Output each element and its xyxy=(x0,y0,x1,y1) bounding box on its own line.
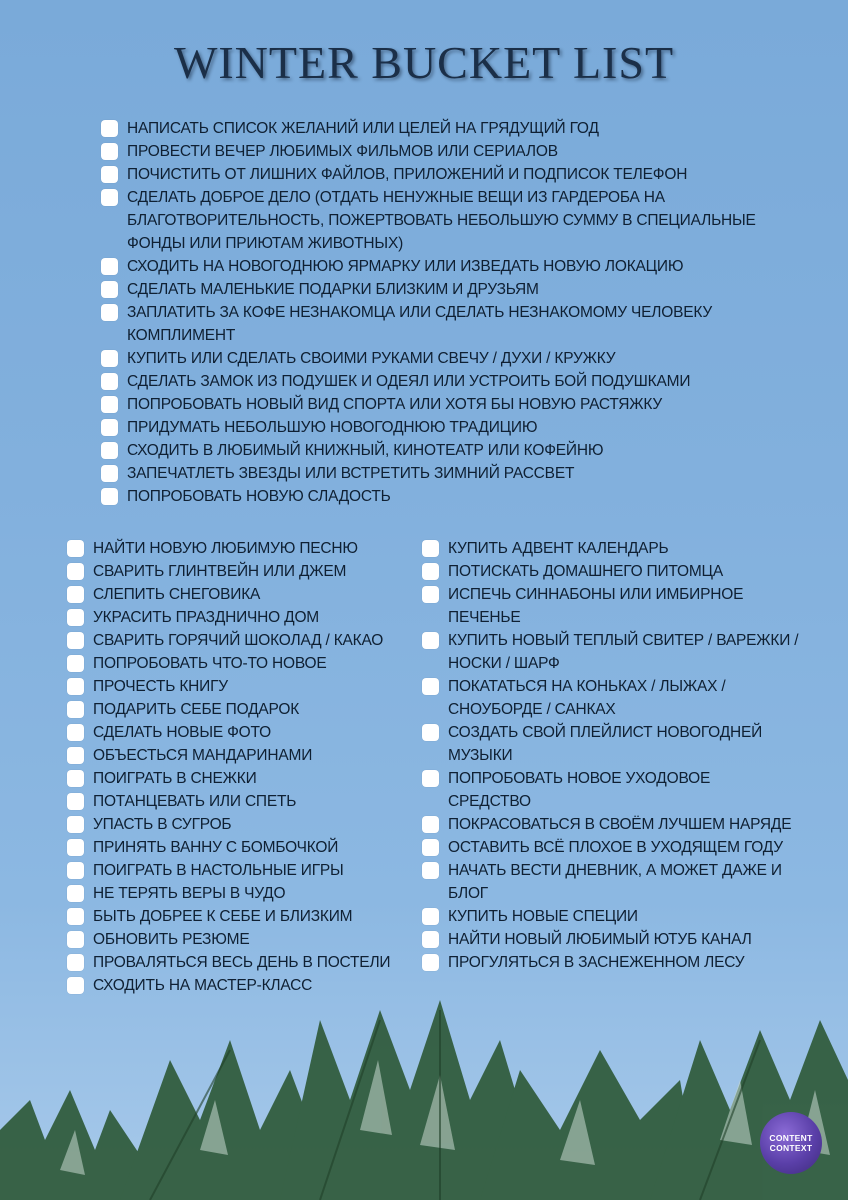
checklist-item-line: СХОДИТЬ НА МАСТЕР-КЛАСС xyxy=(93,977,313,994)
checklist-item-line: ПРОЧЕСТЬ КНИГУ xyxy=(93,678,228,695)
checkbox[interactable] xyxy=(67,701,84,718)
checklist-item-line: ОБНОВИТЬ РЕЗЮМЕ xyxy=(93,931,250,948)
checklist-item-line: ПРИДУМАТЬ НЕБОЛЬШУЮ НОВОГОДНЮЮ ТРАДИЦИЮ xyxy=(127,419,538,436)
checkbox[interactable] xyxy=(422,770,439,787)
checklist-item-text xyxy=(127,117,599,140)
checklist-item-line: ПОТИСКАТЬ ДОМАШНЕГО ПИТОМЦА xyxy=(448,563,723,580)
checklist-item xyxy=(67,905,407,928)
checklist-item xyxy=(67,928,407,951)
checklist-item-text xyxy=(448,928,752,951)
checklist-item-line: УПАСТЬ В СУГРОБ xyxy=(93,816,232,833)
content-context-logo xyxy=(760,1112,822,1174)
checklist-item-text xyxy=(127,462,574,485)
checkbox[interactable] xyxy=(422,563,439,580)
checklist-item-line: ПОКАТАТЬСЯ НА КОНЬКАХ / ЛЫЖАХ / xyxy=(448,678,726,695)
checklist-item xyxy=(67,813,407,836)
checklist-item xyxy=(67,836,407,859)
checklist-item-line: ПОДАРИТЬ СЕБЕ ПОДАРОК xyxy=(93,701,300,718)
spruce-branches-image xyxy=(0,980,848,1200)
checkbox[interactable] xyxy=(67,540,84,557)
checklist-item xyxy=(422,560,822,583)
checkbox[interactable] xyxy=(101,373,118,390)
checklist-item xyxy=(67,767,407,790)
checkbox[interactable] xyxy=(67,885,84,902)
checklist-item-text xyxy=(448,629,798,675)
checklist-item-line: СДЕЛАТЬ ДОБРОЕ ДЕЛО (ОТДАТЬ НЕНУЖНЫЕ ВЕЩИ ИЗ ГАРДЕРОБА НА xyxy=(127,189,665,206)
checklist-item-text xyxy=(127,186,756,255)
checklist-item-line: СНОУБОРДЕ / САНКАХ xyxy=(448,701,616,718)
checkbox[interactable] xyxy=(101,350,118,367)
checkbox[interactable] xyxy=(101,166,118,183)
checklist-item-line: НЕ ТЕРЯТЬ ВЕРЫ В ЧУДО xyxy=(93,885,286,902)
checklist-item-line: НАЙТИ НОВЫЙ ЛЮБИМЫЙ ЮТУБ КАНАЛ xyxy=(448,931,752,948)
checkbox[interactable] xyxy=(67,931,84,948)
checklist-item-text xyxy=(127,485,391,508)
checklist-item-text xyxy=(127,347,615,370)
checklist-item-text xyxy=(448,721,762,767)
checklist-item-text xyxy=(93,928,250,951)
checkbox[interactable] xyxy=(422,724,439,741)
checklist-item-line: ПОКРАСОВАТЬСЯ В СВОЁМ ЛУЧШЕМ НАРЯДЕ xyxy=(448,816,792,833)
checklist-item xyxy=(422,928,822,951)
checklist-item xyxy=(67,951,407,974)
checklist-item xyxy=(422,629,822,675)
checklist-item-line: ПРОВЕСТИ ВЕЧЕР ЛЮБИМЫХ ФИЛЬМОВ ИЛИ СЕРИАЛОВ xyxy=(127,143,558,160)
checklist-item xyxy=(101,370,801,393)
checkbox[interactable] xyxy=(67,862,84,879)
checklist-item-line: КУПИТЬ ИЛИ СДЕЛАТЬ СВОИМИ РУКАМИ СВЕЧУ / ДУХИ / КРУЖКУ xyxy=(127,350,616,367)
checkbox[interactable] xyxy=(101,465,118,482)
checklist-item-line: КУПИТЬ АДВЕНТ КАЛЕНДАРЬ xyxy=(448,540,669,557)
checklist-item-text xyxy=(448,583,743,629)
checklist-item xyxy=(422,721,822,767)
checklist-item-text xyxy=(448,767,710,813)
checklist-item-text xyxy=(93,859,344,882)
checklist-item xyxy=(422,951,822,974)
checklist-item-line: КОМПЛИМЕНТ xyxy=(127,327,236,344)
checklist-item-text xyxy=(93,836,338,859)
checklist-item xyxy=(67,606,407,629)
checklist-item-text xyxy=(93,882,285,905)
checkbox[interactable] xyxy=(101,281,118,298)
checklist-item-text xyxy=(448,859,782,905)
checkbox[interactable] xyxy=(67,563,84,580)
page-title: WINTER BUCKET LIST xyxy=(173,37,675,88)
checkbox[interactable] xyxy=(422,862,439,879)
checklist-item-line: ПРОВАЛЯТЬСЯ ВЕСЬ ДЕНЬ В ПОСТЕЛИ xyxy=(93,954,391,971)
checklist-item xyxy=(101,117,801,140)
checklist-item-line: ПОПРОБОВАТЬ НОВОЕ УХОДОВОЕ xyxy=(448,770,711,787)
checklist-item-line: СДЕЛАТЬ ЗАМОК ИЗ ПОДУШЕК И ОДЕЯЛ ИЛИ УСТРОИТЬ БОЙ ПОДУШКАМИ xyxy=(127,373,691,390)
checklist-item xyxy=(101,485,801,508)
checkbox[interactable] xyxy=(67,724,84,741)
checklist-item-line: БЫТЬ ДОБРЕЕ К СЕБЕ И БЛИЗКИМ xyxy=(93,908,353,925)
checklist-item-text xyxy=(127,255,683,278)
checklist-item-line: ЗАПЕЧАТЛЕТЬ ЗВЕЗДЫ ИЛИ ВСТРЕТИТЬ ЗИМНИЙ РАССВЕТ xyxy=(127,465,575,482)
checklist-item-text xyxy=(93,698,299,721)
checklist-item xyxy=(101,186,801,255)
checklist-item-text xyxy=(127,163,687,186)
checkbox[interactable] xyxy=(422,839,439,856)
checkbox[interactable] xyxy=(422,540,439,557)
checklist-item-line: СДЕЛАТЬ НОВЫЕ ФОТО xyxy=(93,724,271,741)
checklist-item-line: БЛАГОТВОРИТЕЛЬНОСТЬ, ПОЖЕРТВОВАТЬ НЕБОЛЬШУЮ СУММУ В СПЕЦИАЛЬНЫЕ xyxy=(127,212,756,229)
checklist-item-line: ОБЪЕСТЬСЯ МАНДАРИНАМИ xyxy=(93,747,313,764)
checklist-item-text xyxy=(93,905,352,928)
checklist-item-text xyxy=(93,790,296,813)
checklist-item-text xyxy=(93,951,390,974)
checkbox[interactable] xyxy=(101,396,118,413)
checklist-item xyxy=(101,278,801,301)
checklist-item-line: НАПИСАТЬ СПИСОК ЖЕЛАНИЙ ИЛИ ЦЕЛЕЙ НА ГРЯДУЩИЙ ГОД xyxy=(127,120,599,137)
checklist-item xyxy=(422,675,822,721)
checklist-item xyxy=(67,721,407,744)
checkbox[interactable] xyxy=(422,931,439,948)
checklist-item xyxy=(422,583,822,629)
checkbox[interactable] xyxy=(67,908,84,925)
checklist-item-line: НАЧАТЬ ВЕСТИ ДНЕВНИК, А МОЖЕТ ДАЖЕ И xyxy=(448,862,782,879)
checklist-item-text xyxy=(127,140,558,163)
checklist-item xyxy=(67,744,407,767)
checklist-item-line: ИСПЕЧЬ СИННАБОНЫ ИЛИ ИМБИРНОЕ xyxy=(448,586,744,603)
checklist-item-line: СЛЕПИТЬ СНЕГОВИКА xyxy=(93,586,261,603)
checkbox[interactable] xyxy=(422,816,439,833)
checklist-item xyxy=(422,537,822,560)
checkbox[interactable] xyxy=(67,793,84,810)
checkbox[interactable] xyxy=(101,442,118,459)
checklist-item-text xyxy=(93,721,271,744)
checklist-item xyxy=(422,813,822,836)
checklist-item-text xyxy=(93,675,228,698)
checklist-item-text xyxy=(93,583,260,606)
checkbox[interactable] xyxy=(101,488,118,505)
checkbox[interactable] xyxy=(67,609,84,626)
checklist-item-text xyxy=(448,675,725,721)
checklist-item-line: ПОИГРАТЬ В СНЕЖКИ xyxy=(93,770,257,787)
checklist-item-line: БЛОГ xyxy=(448,885,488,902)
checklist-item xyxy=(67,882,407,905)
checklist-item-line: СРЕДСТВО xyxy=(448,793,531,810)
checklist-item xyxy=(422,767,822,813)
checklist-item-text xyxy=(448,905,638,928)
checklist-item-line: ОСТАВИТЬ ВСЁ ПЛОХОЕ В УХОДЯЩЕМ ГОДУ xyxy=(448,839,783,856)
checklist-item-line: ПОТАНЦЕВАТЬ ИЛИ СПЕТЬ xyxy=(93,793,297,810)
checkbox[interactable] xyxy=(101,120,118,137)
checklist-item-text xyxy=(93,744,312,767)
checklist-item-text xyxy=(448,813,791,836)
checklist-item xyxy=(101,462,801,485)
checkbox[interactable] xyxy=(67,632,84,649)
checklist-item-line: ПРИНЯТЬ ВАННУ С БОМБОЧКОЙ xyxy=(93,839,339,856)
checklist-item-text xyxy=(93,560,346,583)
checklist-item-text xyxy=(93,767,257,790)
checkbox[interactable] xyxy=(67,816,84,833)
checkbox[interactable] xyxy=(67,655,84,672)
checkbox[interactable] xyxy=(422,908,439,925)
checklist-item xyxy=(101,140,801,163)
checklist-item-line: КУПИТЬ НОВЫЙ ТЕПЛЫЙ СВИТЕР / ВАРЕЖКИ / xyxy=(448,632,799,649)
checklist-item-line: СОЗДАТЬ СВОЙ ПЛЕЙЛИСТ НОВОГОДНЕЙ xyxy=(448,724,763,741)
checklist-item xyxy=(67,560,407,583)
checklist-item-line: ПОПРОБОВАТЬ ЧТО-ТО НОВОЕ xyxy=(93,655,327,672)
checklist-item xyxy=(67,629,407,652)
checkbox[interactable] xyxy=(67,586,84,603)
checklist-item-line: ПРОГУЛЯТЬСЯ В ЗАСНЕЖЕННОМ ЛЕСУ xyxy=(448,954,745,971)
checklist-item-text xyxy=(93,606,319,629)
checklist-item-text xyxy=(127,301,712,347)
checklist-item-line: ПОИГРАТЬ В НАСТОЛЬНЫЕ ИГРЫ xyxy=(93,862,344,879)
checklist-item-line: СВАРИТЬ ГЛИНТВЕЙН ИЛИ ДЖЕМ xyxy=(93,563,347,580)
checklist-item-line: СДЕЛАТЬ МАЛЕНЬКИЕ ПОДАРКИ БЛИЗКИМ И ДРУЗЬЯМ xyxy=(127,281,539,298)
checklist-item-line: НАЙТИ НОВУЮ ЛЮБИМУЮ ПЕСНЮ xyxy=(93,540,358,557)
checklist-item-text xyxy=(127,416,537,439)
checklist-item-text xyxy=(448,560,723,583)
checklist-item xyxy=(422,836,822,859)
checklist-item-line: ПОЧИСТИТЬ ОТ ЛИШНИХ ФАЙЛОВ, ПРИЛОЖЕНИЙ И ПОДПИСОК ТЕЛЕФОН xyxy=(127,166,688,183)
checklist-item-line: МУЗЫКИ xyxy=(448,747,513,764)
checklist-item-text xyxy=(127,393,662,416)
checklist-item-text xyxy=(127,370,690,393)
checklist-item xyxy=(101,393,801,416)
checklist-item xyxy=(422,905,822,928)
checklist-item-line: СВАРИТЬ ГОРЯЧИЙ ШОКОЛАД / КАКАО xyxy=(93,632,384,649)
checklist-item-line: ФОНДЫ ИЛИ ПРИЮТАМ ЖИВОТНЫХ) xyxy=(127,235,404,252)
checklist-item xyxy=(101,416,801,439)
checkbox[interactable] xyxy=(422,586,439,603)
checklist-item xyxy=(67,583,407,606)
checklist-item xyxy=(67,652,407,675)
checklist-item-text xyxy=(448,951,744,974)
checklist-item xyxy=(67,790,407,813)
checklist-item-line: УКРАСИТЬ ПРАЗДНИЧНО ДОМ xyxy=(93,609,320,626)
checklist-item-text xyxy=(93,537,358,560)
checkbox[interactable] xyxy=(422,632,439,649)
checkbox[interactable] xyxy=(67,747,84,764)
checklist-item-line: ПОПРОБОВАТЬ НОВУЮ СЛАДОСТЬ xyxy=(127,488,391,505)
checklist-item-line: СХОДИТЬ НА НОВОГОДНЮЮ ЯРМАРКУ ИЛИ ИЗВЕДАТЬ НОВУЮ ЛОКАЦИЮ xyxy=(127,258,684,275)
checkbox[interactable] xyxy=(101,304,118,321)
checklist-item-line: НОСКИ / ШАРФ xyxy=(448,655,560,672)
checklist-item-text xyxy=(127,278,539,301)
checklist-item-line: ПОПРОБОВАТЬ НОВЫЙ ВИД СПОРТА ИЛИ ХОТЯ БЫ НОВУЮ РАСТЯЖКУ xyxy=(127,396,663,413)
checkbox[interactable] xyxy=(101,258,118,275)
checklist-item xyxy=(67,859,407,882)
checkbox[interactable] xyxy=(101,143,118,160)
checklist-item xyxy=(422,859,822,905)
checkbox[interactable] xyxy=(67,770,84,787)
checkbox[interactable] xyxy=(67,954,84,971)
checklist-item xyxy=(67,698,407,721)
checklist-item xyxy=(101,347,801,370)
checklist-item-line: КУПИТЬ НОВЫЕ СПЕЦИИ xyxy=(448,908,638,925)
checklist-item-text xyxy=(127,439,603,462)
checkbox[interactable] xyxy=(67,678,84,695)
checklist-item-text xyxy=(93,629,383,652)
checklist-item-text xyxy=(93,813,231,836)
checklist-item xyxy=(101,439,801,462)
checkbox[interactable] xyxy=(422,954,439,971)
checklist-item-text xyxy=(448,537,668,560)
checkbox[interactable] xyxy=(67,839,84,856)
checklist-item xyxy=(101,255,801,278)
checklist-item xyxy=(67,537,407,560)
checklist-item xyxy=(101,301,801,347)
checklist-item-text xyxy=(93,652,326,675)
logo-line-1: CONTENT xyxy=(769,1133,813,1143)
checklist-item-text xyxy=(448,836,783,859)
checklist-item-line: СХОДИТЬ В ЛЮБИМЫЙ КНИЖНЫЙ, КИНОТЕАТР ИЛИ КОФЕЙНЮ xyxy=(127,442,604,459)
checkbox[interactable] xyxy=(101,419,118,436)
checkbox[interactable] xyxy=(422,678,439,695)
checklist-item-line: ПЕЧЕНЬЕ xyxy=(448,609,521,626)
checklist-item xyxy=(101,163,801,186)
checklist-item xyxy=(67,675,407,698)
checklist-item-line: ЗАПЛАТИТЬ ЗА КОФЕ НЕЗНАКОМЦА ИЛИ СДЕЛАТЬ НЕЗНАКОМОМУ ЧЕЛОВЕКУ xyxy=(127,304,713,321)
checkbox[interactable] xyxy=(101,189,118,206)
logo-line-2: CONTEXT xyxy=(769,1143,813,1153)
